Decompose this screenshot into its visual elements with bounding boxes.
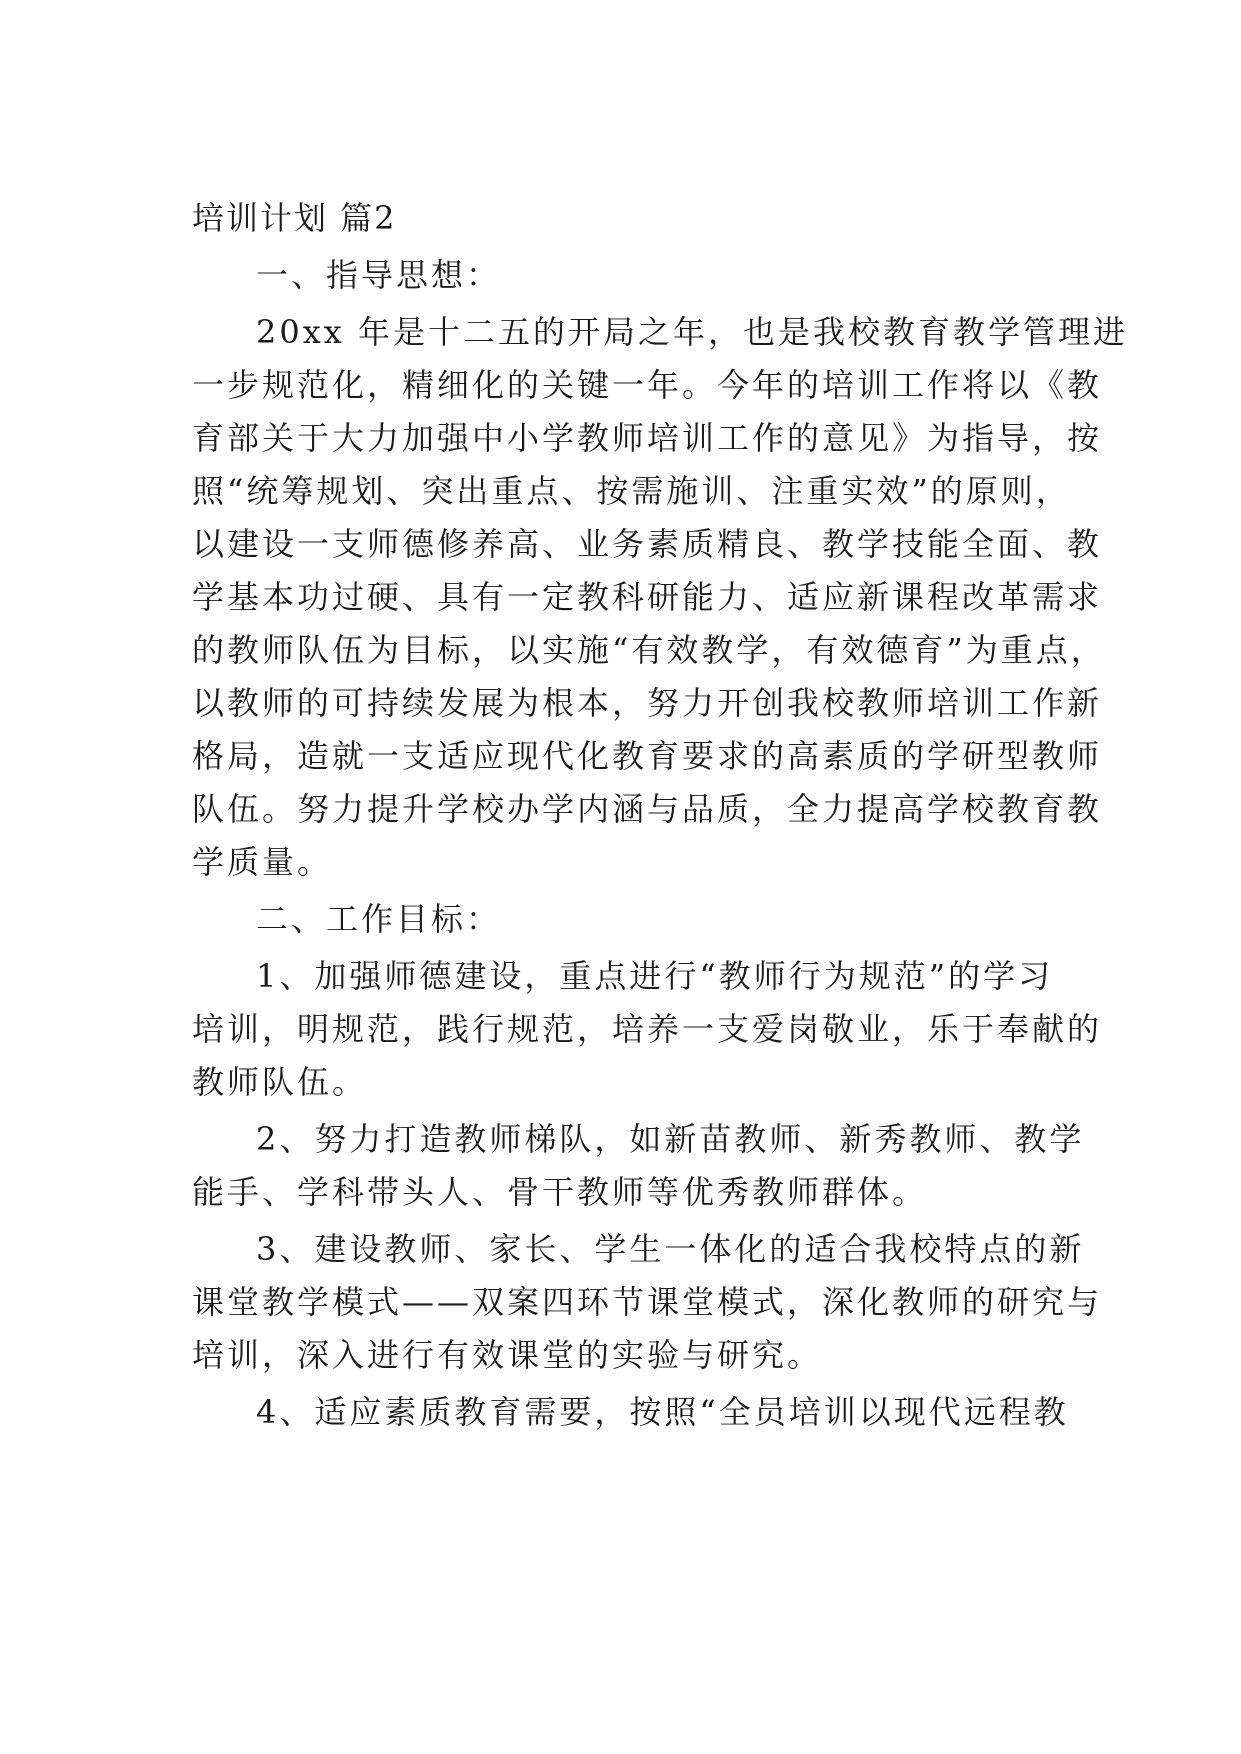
list-item-line: 教师队伍。: [192, 1063, 368, 1101]
paragraph-line: 20xx 年是十二五的开局之年，也是我校教育教学管理进: [256, 313, 1128, 351]
section-heading-guiding-ideology: 一、指导思想：: [256, 256, 502, 294]
paragraph-line: 学基本功过硬、具有一定教科研能力、适应新课程改革需求: [192, 578, 1103, 616]
list-item-line: 培训，深入进行有效课堂的实验与研究。: [192, 1336, 823, 1374]
paragraph-line: 以教师的可持续发展为根本，努力开创我校教师培训工作新: [192, 684, 1103, 722]
list-item-line: 3、建设教师、家长、学生一体化的适合我校特点的新: [256, 1230, 1085, 1268]
paragraph-line: 队伍。努力提升学校办学内涵与品质，全力提高学校教育教: [192, 790, 1103, 828]
paragraph-line: 的教师队伍为目标，以实施“有效教学，有效德育”为重点，: [192, 631, 1106, 669]
list-item-line: 培训，明规范，践行规范，培养一支爱岗敬业，乐于奉献的: [192, 1010, 1103, 1048]
paragraph-line: 学质量。: [192, 843, 333, 881]
list-item-line: 4、适应素质教育需要，按照“全员培训以现代远程教: [256, 1393, 1069, 1431]
paragraph-line: 育部关于大力加强中小学教师培训工作的意见》为指导，按: [192, 419, 1103, 457]
list-item-line: 1、加强师德建设，重点进行“教师行为规范”的学习: [256, 957, 1054, 995]
paragraph-line: 以建设一支师德修养高、业务素质精良、教学技能全面、教: [192, 525, 1103, 563]
document-title: 培训计划 篇2: [192, 199, 397, 237]
paragraph-line: 一步规范化，精细化的关键一年。今年的培训工作将以《教: [192, 366, 1103, 404]
section-heading-work-goals: 二、工作目标：: [256, 900, 502, 938]
paragraph-line: 格局，造就一支适应现代化教育要求的高素质的学研型教师: [192, 737, 1103, 775]
list-item-line: 课堂教学模式——双案四环节课堂模式，深化教师的研究与: [192, 1283, 1103, 1321]
list-item-line: 2、努力打造教师梯队，如新苗教师、新秀教师、教学: [256, 1120, 1085, 1158]
paragraph-line: 照“统筹规划、突出重点、按需施训、注重实效”的原则，: [192, 472, 1071, 510]
list-item-line: 能手、学科带头人、骨干教师等优秀教师群体。: [192, 1173, 928, 1211]
